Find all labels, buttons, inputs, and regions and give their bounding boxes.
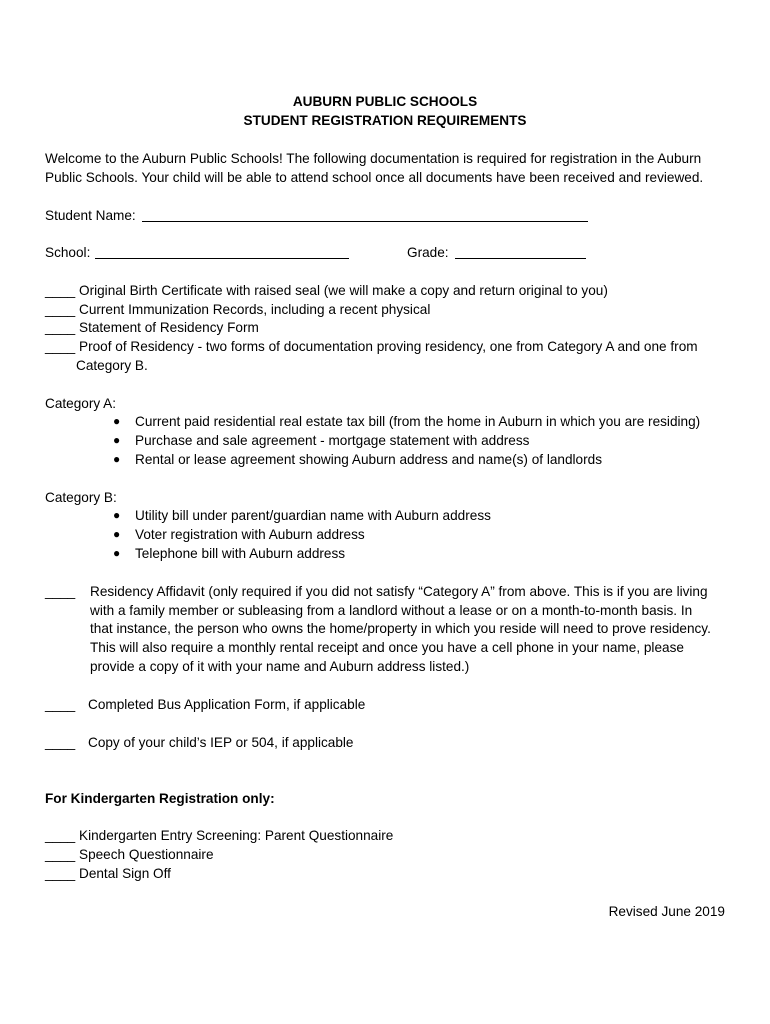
category-a-item: Purchase and sale agreement - mortgage statement with address [135,433,530,448]
affidavit-line: that instance, the person who owns the home/property in which you reside will need to prove residency. [90,621,711,636]
bullet-icon: ● [113,508,121,522]
student-name-field[interactable] [142,221,588,222]
checklist-item: Statement of Residency Form [79,320,259,335]
category-a-label: Category A: [45,396,117,411]
checklist-item: Original Birth Certificate with raised seal (we will make a copy and return original to you) [79,283,608,298]
school-field[interactable] [95,258,349,259]
checkbox-blank[interactable]: ____ [45,320,76,335]
category-a-item: Rental or lease agreement showing Auburn address and name(s) of landlords [135,452,602,467]
document-title: AUBURN PUBLIC SCHOOLS [292,94,478,109]
bullet-icon: ● [113,433,121,447]
checklist-item: Proof of Residency - two forms of documentation proving residency, one from Category A and one from [79,339,698,354]
student-name-label: Student Name: [45,208,136,223]
document-subtitle: STUDENT REGISTRATION REQUIREMENTS [243,113,527,128]
grade-field[interactable] [455,258,586,259]
kindergarten-item: Speech Questionnaire [79,847,214,862]
kindergarten-item: Kindergarten Entry Screening: Parent Questionnaire [79,828,394,843]
kindergarten-heading: For Kindergarten Registration only: [45,791,275,806]
category-b-item: Utility bill under parent/guardian name with Auburn address [135,508,491,523]
checkbox-blank[interactable]: ____ [45,735,76,750]
bullet-icon: ● [113,546,121,560]
revised-date: Revised June 2019 [608,904,725,919]
affidavit-line: This will also require a monthly rental receipt and once you have a cell phone in your name, please [90,640,684,655]
checklist-item-continued: Category B. [76,358,148,373]
checkbox-blank[interactable]: ____ [45,339,76,354]
grade-label: Grade: [407,245,449,260]
intro-line-2: Public Schools. Your child will be able to attend school once all documents have been received and reviewed. [45,170,704,185]
bullet-icon: ● [113,414,121,428]
checkbox-blank[interactable]: ____ [45,283,76,298]
kindergarten-item: Dental Sign Off [79,866,171,881]
category-b-label: Category B: [45,490,117,505]
checklist-item: Current Immunization Records, including a recent physical [79,302,431,317]
school-label: School: [45,245,91,260]
checkbox-blank[interactable]: ____ [45,866,76,881]
bullet-icon: ● [113,452,121,466]
checkbox-blank[interactable]: ____ [45,584,76,599]
affidavit-line: with a family member or subleasing from a landlord without a lease or on a month-to-month basis. In [90,603,693,618]
category-a-item: Current paid residential real estate tax bill (from the home in Auburn in which you are residing) [135,414,701,429]
iep-item: Copy of your child’s IEP or 504, if applicable [88,735,354,750]
checkbox-blank[interactable]: ____ [45,847,76,862]
affidavit-line: Residency Affidavit (only required if you did not satisfy “Category A” from above. This is if you are living [90,584,708,599]
checkbox-blank[interactable]: ____ [45,828,76,843]
category-b-item: Voter registration with Auburn address [135,527,365,542]
bus-form-item: Completed Bus Application Form, if applicable [88,697,366,712]
affidavit-line: provide a copy of it with your name and Auburn address listed.) [90,659,470,674]
category-b-item: Telephone bill with Auburn address [135,546,346,561]
intro-line-1: Welcome to the Auburn Public Schools! The following documentation is required for registration in the Auburn [45,151,702,166]
checkbox-blank[interactable]: ____ [45,302,76,317]
checkbox-blank[interactable]: ____ [45,697,76,712]
bullet-icon: ● [113,527,121,541]
